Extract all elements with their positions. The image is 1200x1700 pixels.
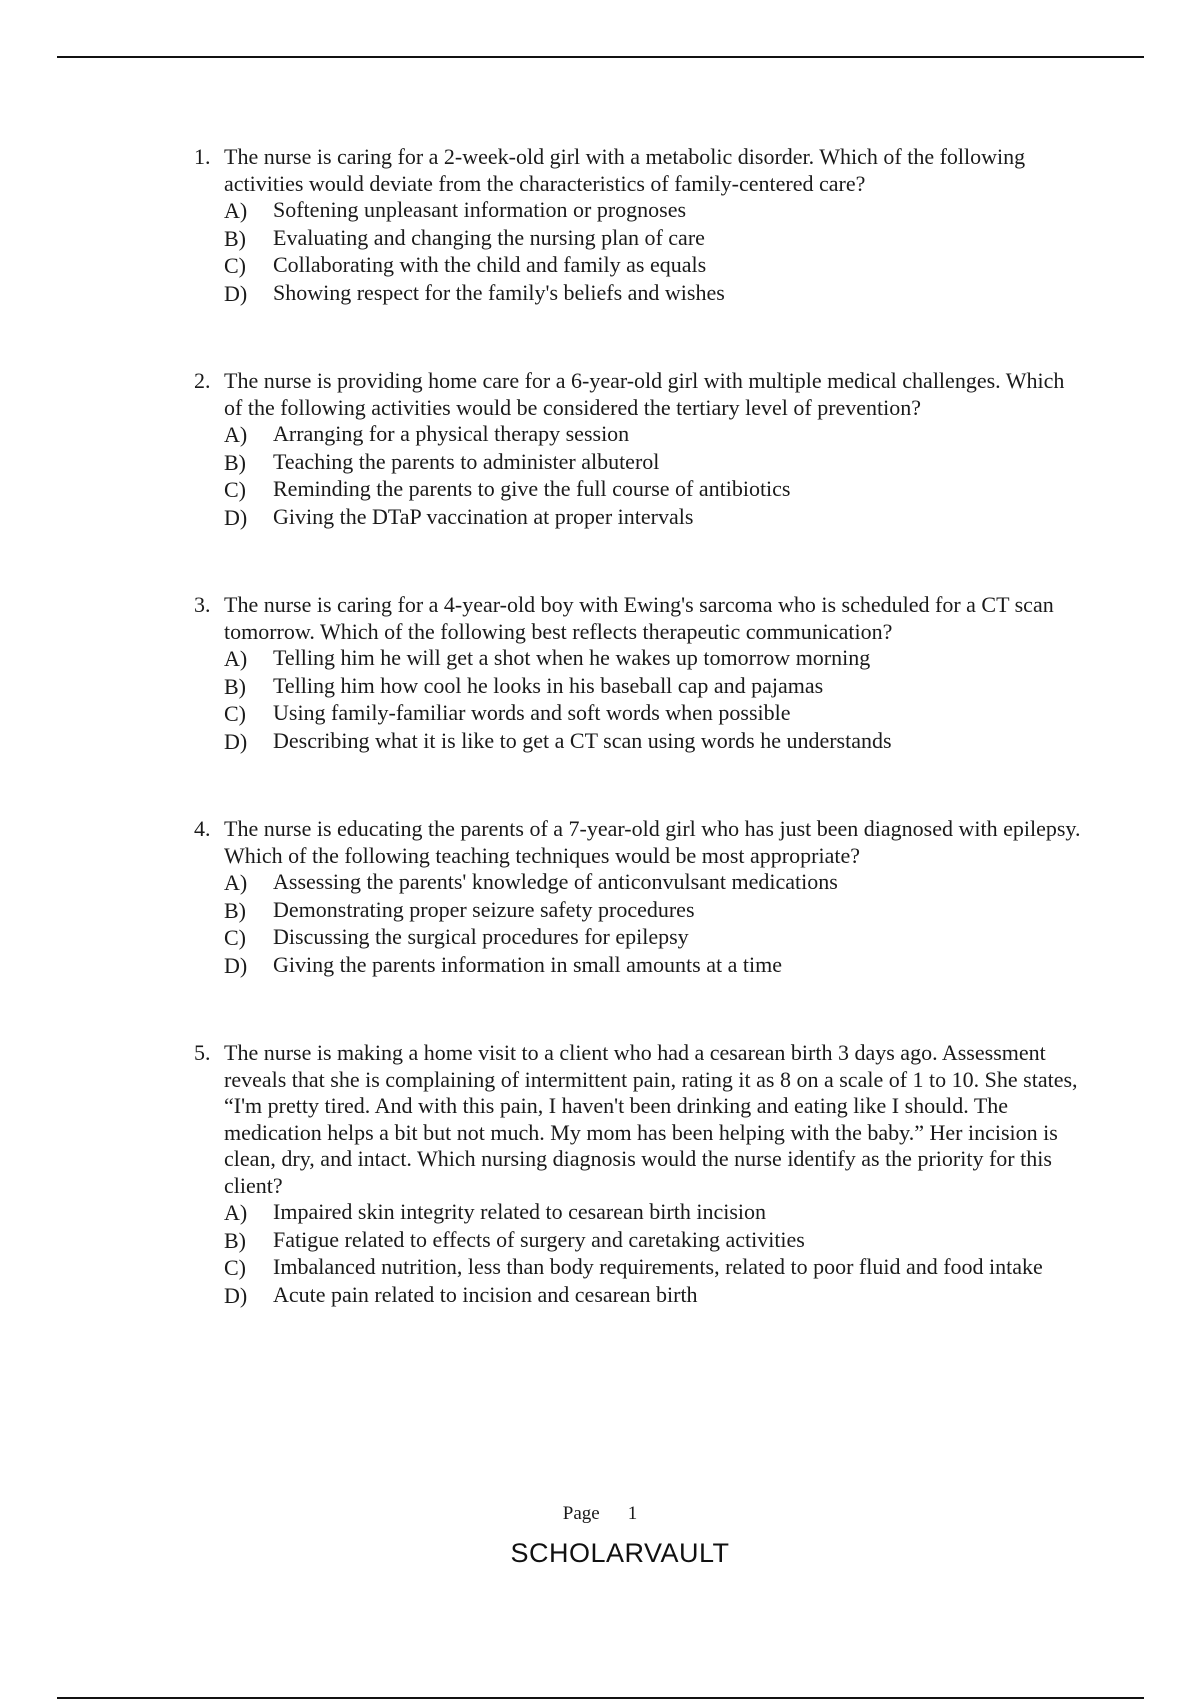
option-d <box>224 280 1084 308</box>
option-text: Acute pain related to incision and cesarean birth <box>273 1281 698 1307</box>
option-text: Softening unpleasant information or prognoses <box>273 197 687 222</box>
option-d <box>224 728 1084 756</box>
option-d <box>224 504 1084 532</box>
option-b <box>224 897 1084 925</box>
option-text: Impaired skin integrity related to cesarean birth incision <box>273 1199 767 1224</box>
option-c <box>224 924 1084 952</box>
option-letter: C) <box>224 701 246 726</box>
option-text: Telling him he will get a shot when he wakes up tomorrow morning <box>273 645 871 670</box>
bottom-rule <box>57 1697 1144 1699</box>
option-a <box>224 645 1084 673</box>
option-letter: C) <box>224 1255 246 1280</box>
option-d <box>224 952 1084 980</box>
option-letter: D) <box>224 504 248 530</box>
option-list <box>224 869 1084 979</box>
question-4 <box>194 816 1084 979</box>
option-list <box>224 421 1084 531</box>
page-number: 1 <box>627 1503 638 1524</box>
page-number-footer <box>0 1503 1200 1525</box>
question-number: 4. <box>194 816 211 841</box>
option-c <box>224 252 1084 280</box>
option-c <box>224 1254 1084 1282</box>
option-text: Teaching the parents to administer albuterol <box>273 448 660 474</box>
question-text: The nurse is caring for a 2-week-old girl with a metabolic disorder. Which of the following activities would deviate from the characteristics of family-centered care? <box>224 144 1026 196</box>
page-label: Page <box>562 1503 600 1524</box>
option-b <box>224 225 1084 253</box>
option-text: Assessing the parents' knowledge of anticonvulsant medications <box>273 869 838 894</box>
question-stem <box>194 592 1084 645</box>
option-text: Reminding the parents to give the full course of antibiotics <box>273 476 791 501</box>
question-text: The nurse is educating the parents of a 7-year-old girl who has just been diagnosed with epilepsy. Which of the following teaching techniques would be most appropriate? <box>224 816 1081 868</box>
option-text: Telling him how cool he looks in his baseball cap and pajamas <box>273 672 824 698</box>
option-d <box>224 1282 1084 1310</box>
option-c <box>224 476 1084 504</box>
question-text: The nurse is caring for a 4-year-old boy with Ewing's sarcoma who is scheduled for a CT scan tomorrow. Which of the following best reflects therapeutic communication? <box>224 592 1054 644</box>
option-letter: D) <box>224 1282 248 1308</box>
option-list <box>224 645 1084 755</box>
option-letter: C) <box>224 253 246 278</box>
question-2 <box>194 368 1084 531</box>
option-letter: A) <box>224 198 248 223</box>
option-a <box>224 421 1084 449</box>
question-5 <box>194 1040 1084 1309</box>
option-text: Demonstrating proper seizure safety procedures <box>273 896 695 922</box>
option-letter: D) <box>224 280 248 306</box>
option-text: Showing respect for the family's beliefs and wishes <box>273 279 725 305</box>
option-letter: A) <box>224 1200 248 1225</box>
option-b <box>224 673 1084 701</box>
option-text: Discussing the surgical procedures for epilepsy <box>273 924 689 949</box>
question-1 <box>194 144 1084 307</box>
question-number: 1. <box>194 144 211 169</box>
brand-watermark: SCHOLARVAULT <box>510 1538 730 1568</box>
option-c <box>224 700 1084 728</box>
option-b <box>224 449 1084 477</box>
question-stem <box>194 368 1084 421</box>
option-text: Evaluating and changing the nursing plan of care <box>273 224 705 250</box>
question-3 <box>194 592 1084 755</box>
option-text: Giving the parents information in small amounts at a time <box>273 951 782 977</box>
option-list <box>224 197 1084 307</box>
question-number: 3. <box>194 592 211 617</box>
option-text: Giving the DTaP vaccination at proper intervals <box>273 503 694 529</box>
option-letter: C) <box>224 925 246 950</box>
option-text: Describing what it is like to get a CT scan using words he understands <box>273 727 892 753</box>
question-number: 2. <box>194 368 211 393</box>
option-letter: B) <box>224 673 246 699</box>
option-letter: A) <box>224 646 248 671</box>
top-rule <box>57 56 1144 58</box>
option-a <box>224 869 1084 897</box>
option-letter: B) <box>224 1227 246 1253</box>
question-stem <box>194 144 1084 197</box>
option-text: Arranging for a physical therapy session <box>273 421 630 446</box>
option-letter: A) <box>224 870 248 895</box>
option-text: Fatigue related to effects of surgery and caretaking activities <box>273 1226 805 1252</box>
option-letter: C) <box>224 477 246 502</box>
question-number: 5. <box>194 1040 211 1065</box>
question-stem <box>194 816 1084 869</box>
option-text: Using family-familiar words and soft words when possible <box>273 700 791 725</box>
option-letter: A) <box>224 422 248 447</box>
option-a <box>224 197 1084 225</box>
option-b <box>224 1227 1084 1255</box>
option-list <box>224 1199 1084 1309</box>
question-text: The nurse is making a home visit to a client who had a cesarean birth 3 days ago. Assessment reveals that she is complaining of intermittent pain, rating it as 8 on a scale of 1 to 10. She states, “I'm pretty tired. And with this pain, I haven't been drinking and eating like I should. The medication helps a bit but not much. My mom has been helping with the baby.” Her incision is clean, dry, and intact. Which nursing diagnosis would the nurse identify as the priority for this client? <box>224 1040 1078 1198</box>
option-text: Imbalanced nutrition, less than body requirements, related to poor fluid and food intake <box>273 1254 1043 1279</box>
question-text: The nurse is providing home care for a 6-year-old girl with multiple medical challenges. Which of the following activities would be considered the tertiary level of prevention? <box>224 368 1065 420</box>
option-text: Collaborating with the child and family as equals <box>273 252 707 277</box>
option-letter: D) <box>224 728 248 754</box>
option-letter: B) <box>224 225 246 251</box>
option-letter: D) <box>224 952 248 978</box>
option-letter: B) <box>224 449 246 475</box>
question-stem <box>194 1040 1084 1199</box>
option-letter: B) <box>224 897 246 923</box>
option-a <box>224 1199 1084 1227</box>
